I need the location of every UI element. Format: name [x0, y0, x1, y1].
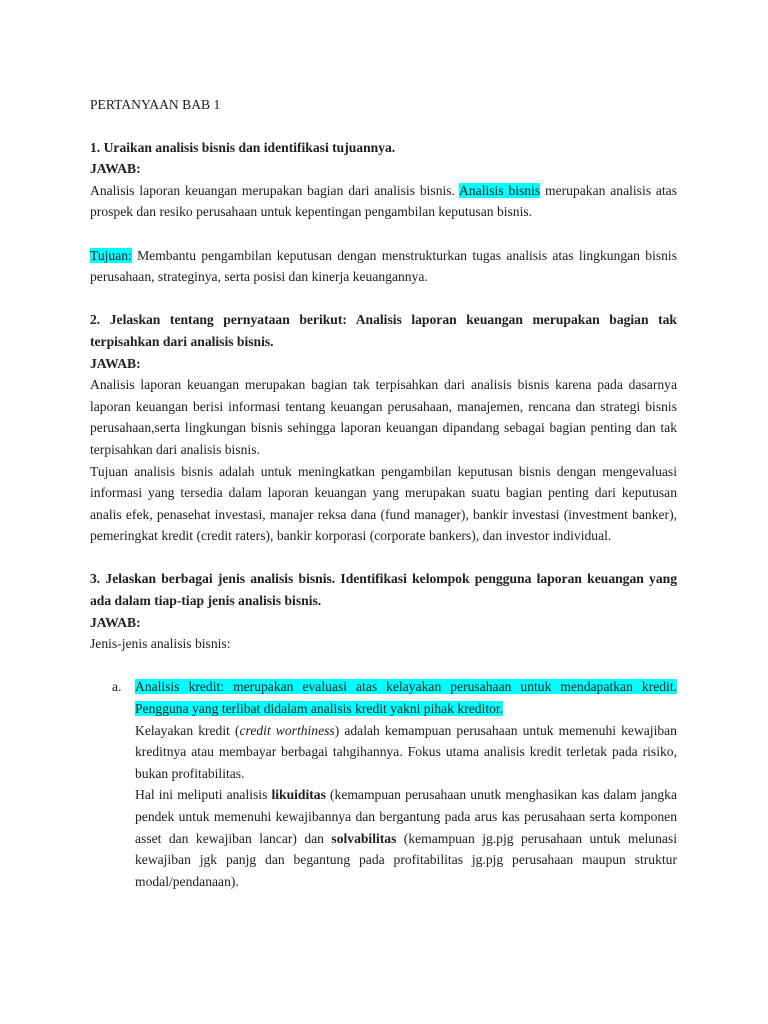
answer-label-1: JAWAB: [90, 161, 141, 177]
answer-2-paragraph-1: Analisis laporan keuangan merupakan bagian tak terpisahkan dari analisis bisnis karena pada dasarnya laporan keuangan berisi informasi tentang keuangan perusahaan, manajemen, rencana dan strategi bisnis perusahaan,serta lingkungan bisnis sehingga laporan keuangan dipandang sebagai bagian penting dan tak terpisahkan dari analisis bisnis. [90, 377, 677, 457]
question-2-section [90, 309, 677, 547]
list-marker: a. [112, 679, 122, 695]
highlighted-term: Tujuan: [90, 247, 132, 263]
answer-label-3: JAWAB: [90, 614, 141, 630]
italic-term: credit worthiness [239, 722, 335, 738]
list-item [90, 676, 677, 892]
question-1: 1. Uraikan analisis bisnis dan identifikasi tujuannya. [90, 139, 396, 155]
question-3-section [90, 568, 677, 892]
page-title: PERTANYAAN BAB 1 [90, 97, 221, 112]
answer-1-paragraph-1 [90, 180, 677, 223]
answer-2-paragraph-2: Tujuan analisis bisnis adalah untuk meningkatkan pengambilan keputusan bisnis dengan mengevaluasi informasi yang tersedia dalam laporan keuangan yang merupakan suatu bagian penting dari keputusan analis efek, penasehat investasi, manajer reksa dana (fund manager), bankir investasi (investment banker), pemeringkat kredit (credit raters), bankir korporasi (corporate bankers), dan investor individual. [90, 463, 677, 544]
highlighted-term: Analisis bisnis [459, 182, 541, 198]
text: Kelayakan kredit ( [135, 722, 240, 738]
document-page [90, 94, 677, 892]
list-item-paragraph-3 [135, 784, 677, 892]
text: ) adalah kemampuan perusahaan untuk memenuhi kewajiban kreditnya atau membayar berbagai tahgihannya. Fokus utama analisis kredit terletak pada risiko, bukan profitabilitas. [135, 722, 677, 781]
text: Membantu pengambilan keputusan dengan menstrukturkan tugas analisis atas lingkungan bisnis perusahaan, strateginya, serta posisi dan kinerja keuangannya. [90, 247, 677, 285]
bold-term: likuiditas [271, 787, 326, 803]
list-item-paragraph-1 [135, 676, 677, 719]
text: (kemampuan jg.pjg perusahaan untuk melunasi kewajiban jgk panjg dan begantung pada profitabilitas jg.pjg perusahaan maupun struktur modal/pendanaan). [135, 830, 677, 889]
list-item-paragraph-2 [135, 720, 677, 785]
text: (kemampuan perusahaan unutk menghasikan kas dalam jangka pendek untuk memenuhi kewajibannya dan bergantung pada arus kas perusahaan serta komponen asset dan kewajiban lancar) dan [135, 787, 677, 846]
analysis-type-list [90, 676, 677, 892]
highlighted-text: Analisis kredit: merupakan evaluasi atas kelayakan perusahaan untuk mendapatkan kredit. Pengguna yang terlibat didalam analisis kredit yakni pihak kreditor. [135, 679, 677, 717]
answer-label-2: JAWAB: [90, 355, 141, 371]
answer-1-paragraph-2 [90, 245, 677, 288]
text: Analisis laporan keuangan merupakan bagian dari analisis bisnis. [90, 182, 460, 198]
question-3: 3. Jelaskan berbagai jenis analisis bisnis. Identifikasi kelompok pengguna laporan keuangan yang ada dalam tiap-tiap jenis analisis bisnis. [90, 571, 677, 609]
question-1-section [90, 137, 677, 288]
answer-3-intro: Jenis-jenis analisis bisnis: [90, 636, 231, 652]
text: merupakan analisis atas prospek dan resiko perusahaan untuk kepentingan pengambilan keputusan bisnis. [90, 182, 678, 220]
bold-term: solvabilitas [331, 830, 397, 846]
question-2: 2. Jelaskan tentang pernyataan berikut: Analisis laporan keuangan merupakan bagian tak terpisahkan dari analisis bisnis. [90, 312, 677, 349]
text: Hal ini meliputi analisis [135, 787, 272, 803]
